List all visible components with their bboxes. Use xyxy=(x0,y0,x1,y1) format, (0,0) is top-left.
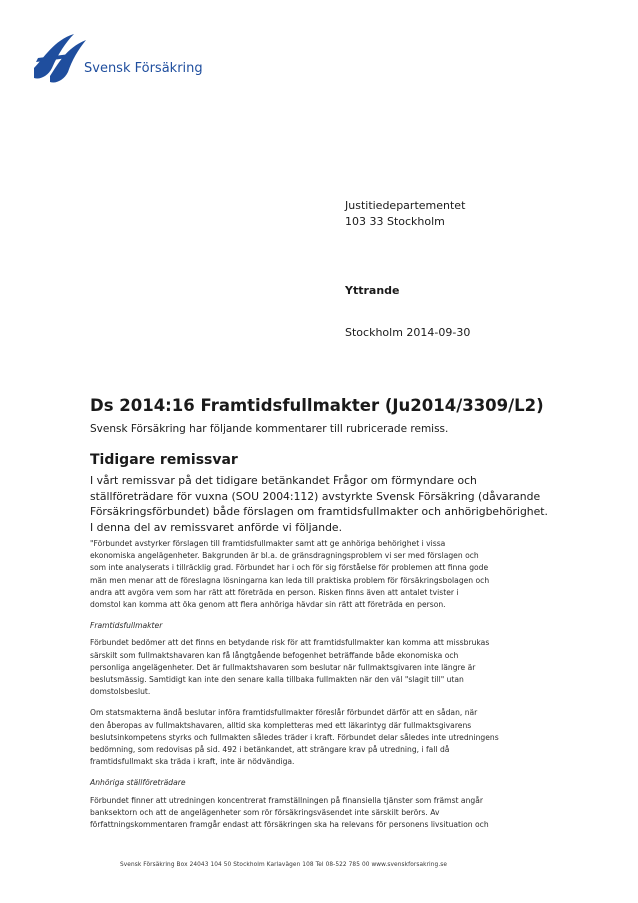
page-footer: Svensk Försäkring Box 24043 104 50 Stockholm Karlavägen 108 Tel 08-522 785 00 www.svenskforsakring.se xyxy=(120,862,448,868)
section-heading: Tidigare remissvar xyxy=(90,452,238,468)
intro-line: I denna del av remissvaret anförde vi följande. xyxy=(90,520,342,534)
quote-line: den åberopas av fullmaktshavaren, alltid ska kompletteras med ett läkarintyg där fullmaktsgivarens xyxy=(90,720,472,730)
logo-mark-icon xyxy=(30,28,90,86)
quote-line: banksektorn och att de angelägenheter som rör försäkringsväsendet inte särskilt berörs. Av xyxy=(90,807,440,817)
quote-subheading-framtidsfullmakter: Framtidsfullmakter xyxy=(90,621,163,631)
quote-paragraph-4 xyxy=(90,795,550,832)
place-date: Stockholm 2014-09-30 xyxy=(345,326,471,339)
quote-paragraph-2 xyxy=(90,637,550,698)
quote-line: Förbundet bedömer att det finns en betydande risk för att framtidsfullmakter kan komma att missbrukas xyxy=(90,638,490,648)
recipient-postal: 103 33 Stockholm xyxy=(345,215,445,228)
quote-line: domstol kan komma att öka genom att flera anhöriga hävdar sin rätt att företräda en person. xyxy=(90,600,446,610)
quote-line: "Förbundet avstyrker förslagen till framtidsfullmakter samt att ge anhöriga behörighet i vissa xyxy=(90,539,446,548)
quote-line: framtidsfullmakt ska träda i kraft, inte är nödvändiga. xyxy=(90,757,295,767)
intro-line: I vårt remissvar på det tidigare betänkandet Frågor om förmyndare och xyxy=(90,474,477,487)
quoted-response xyxy=(90,538,550,840)
quote-line: bedömning, som redovisas på sid. 492 i betänkandet, att strängare krav på utredning, i fall då xyxy=(90,745,450,755)
quote-paragraph-3 xyxy=(90,707,550,768)
company-logo xyxy=(30,28,230,86)
quote-subheading-anhoriga: Anhöriga ställföreträdare xyxy=(90,778,186,788)
logo-brand-text: Svensk Försäkring xyxy=(84,61,203,76)
quote-line: män men menar att de föreslagna lösningarna kan leda till praktiska problem för försäkringsbolagen och xyxy=(90,575,490,585)
quote-line: andra att avgöra vem som har rätt att företräda en person. Risken finns även att antalet tvister i xyxy=(90,587,459,597)
quote-paragraph-1 xyxy=(90,538,550,611)
quote-line: beslutsmässig. Samtidigt kan inte den senare kalla tillbaka fullmakten när den väl "slagit till" utan xyxy=(90,675,464,685)
recipient-address xyxy=(345,198,465,230)
intro-paragraph xyxy=(90,473,560,535)
document-type: Yttrande xyxy=(345,284,400,297)
quote-line: Om statsmakterna ändå beslutar införa framtidsfullmakter föreslår förbundet därför att en sådan, när xyxy=(90,708,478,718)
document-subtitle: Svensk Försäkring har följande kommentarer till rubricerade remiss. xyxy=(90,423,449,435)
intro-line: Försäkringsförbundet) både förslagen om framtidsfullmakter och anhörigbehörighet. xyxy=(90,505,548,519)
quote-line: författningskommentaren framgår endast att försäkringen ska ha relevans för personens livsituation och xyxy=(90,820,489,830)
quote-line: ekonomiska angelägenheter. Bakgrunden är bl.a. de gränsdragningsproblem vi ser med förslagen och xyxy=(90,551,479,561)
quote-line: beslutsinkompetens styrks och fullmakten således träder i kraft. Förbundet delar således inte utredningens xyxy=(90,732,499,742)
quote-line: Förbundet finner att utredningen koncentrerat framställningen på finansiella tjänster som främst angår xyxy=(90,795,483,805)
document-title: Ds 2014:16 Framtidsfullmakter (Ju2014/3309/L2) xyxy=(90,396,544,415)
quote-line: domstolsbeslut. xyxy=(90,687,151,697)
recipient-name: Justitiedepartementet xyxy=(345,199,466,212)
quote-line: särskilt som fullmaktshavaren kan få långtgående befogenhet beträffande både ekonomiska och xyxy=(90,650,459,660)
intro-line: ställföreträdare för vuxna (SOU 2004:112) avstyrkte Svensk Försäkring (dåvarande xyxy=(90,489,541,503)
quote-line: personliga angelägenheter. Det är fullmaktshavaren som beslutar när fullmaktsgivaren inte längre är xyxy=(90,662,476,672)
quote-line: som inte analyserats i tillräcklig grad. Förbundet har i och för sig förståelse för problemen att finna gode xyxy=(90,563,489,573)
